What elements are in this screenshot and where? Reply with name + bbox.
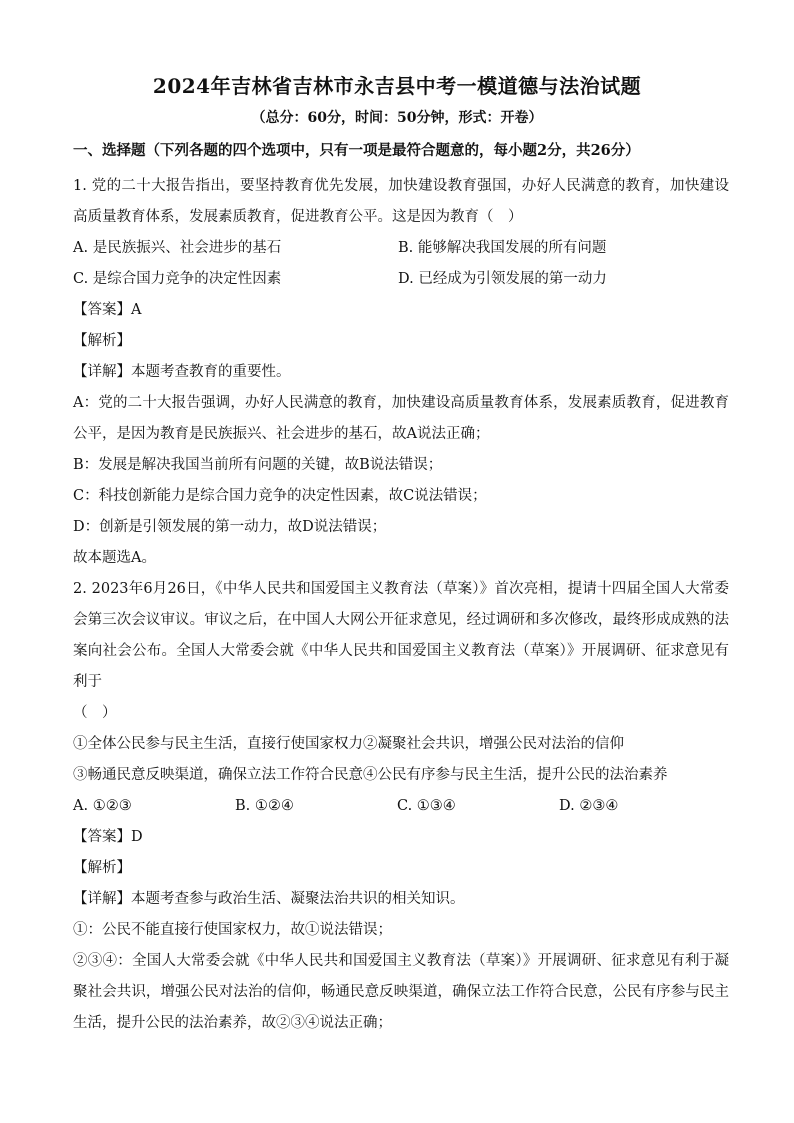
option-a: A. 是民族振兴、社会进步的基石 <box>73 240 282 256</box>
option-c: C. ①③④ <box>397 798 456 814</box>
option-a: A. ①②③ <box>73 798 132 814</box>
statement-line-2: ③畅通民意反映渠道，确保立法工作符合民意④公民有序参与民主生活，提升公民的法治素养 <box>73 767 668 783</box>
answer-label: 【答案】D <box>73 829 143 845</box>
option-b: B. ①②④ <box>235 798 294 814</box>
detail-text: 【详解】本题考查教育的重要性。 <box>73 364 291 380</box>
question-list <box>73 171 729 1039</box>
question-1-stem: 1. 党的二十大报告指出，要坚持教育优先发展，加快建设教育强国，办好人民满意的教育，加快建设高质量教育体系，发展素质教育，促进教育公平。这是因为教育（ ） <box>73 178 729 225</box>
explanation-1: ①：公民不能直接行使国家权力，故①说法错误； <box>73 922 392 938</box>
option-c: C. 是综合国力竞争的决定性因素 <box>73 271 282 287</box>
question-1-options-row-2 <box>73 264 729 295</box>
statement-line-1: ①全体公民参与民主生活，直接行使国家权力②凝聚社会共识，增强公民对法治的信仰 <box>73 736 624 752</box>
question-2-stem: 2. 2023年6月26日，《中华人民共和国爱国主义教育法（草案）》首次亮相，提请十四届全国人大常委会第三次会议审议。审议之后，在中国人大网公开征求意见，经过调研和多次修改，最终形成成熟的法案向社会公布。全国人大常委会就《中华人民共和国爱国主义教育法（草案）》开展调研、征求意见有利于 <box>73 581 729 690</box>
section-heading: 一、选择题（下列各题的四个选项中，只有一项是最符合题意的，每小题2分，共26分） <box>73 142 640 159</box>
explanation-b: B：发展是解决我国当前所有问题的关键，故B说法错误； <box>73 457 443 473</box>
detail-text: 【详解】本题考查参与政治生活、凝聚法治共识的相关知识。 <box>73 891 465 907</box>
analysis-label: 【解析】 <box>73 860 131 876</box>
explanation-234: ②③④：全国人大常委会就《中华人民共和国爱国主义教育法（草案）》开展调研、征求意见有利于凝聚社会共识，增强公民对法治的信仰，畅通民意反映渠道，确保立法工作符合民意，公民有序参与民主生活，提升公民的法治素养，故②③④说法正确； <box>73 953 729 1031</box>
option-d: D. ②③④ <box>559 798 619 814</box>
analysis-label: 【解析】 <box>73 333 131 349</box>
explanation-d: D：创新是引领发展的第一动力，故D说法错误； <box>73 519 387 535</box>
answer-label: 【答案】A <box>73 302 142 318</box>
question-2-blank: （ ） <box>73 705 117 721</box>
exam-info: （总分：60分，时间：50分钟，形式：开卷） <box>251 110 543 126</box>
page-title: 2024年吉林省吉林市永吉县中考一模道德与法治试题 <box>152 74 642 98</box>
explanation-a: A：党的二十大报告强调，办好人民满意的教育，加快建设高质量教育体系，发展素质教育，促进教育公平，是因为教育是民族振兴、社会进步的基石，故A说法正确； <box>73 395 729 442</box>
option-b: B. 能够解决我国发展的所有问题 <box>398 240 607 256</box>
explanation-c: C：科技创新能力是综合国力竞争的决定性因素，故C说法错误； <box>73 488 487 504</box>
conclusion-text: 故本题选A。 <box>73 550 156 566</box>
question-2-options <box>73 791 729 822</box>
option-d: D. 已经成为引领发展的第一动力 <box>398 271 607 287</box>
question-1-options-row-1 <box>73 233 729 264</box>
